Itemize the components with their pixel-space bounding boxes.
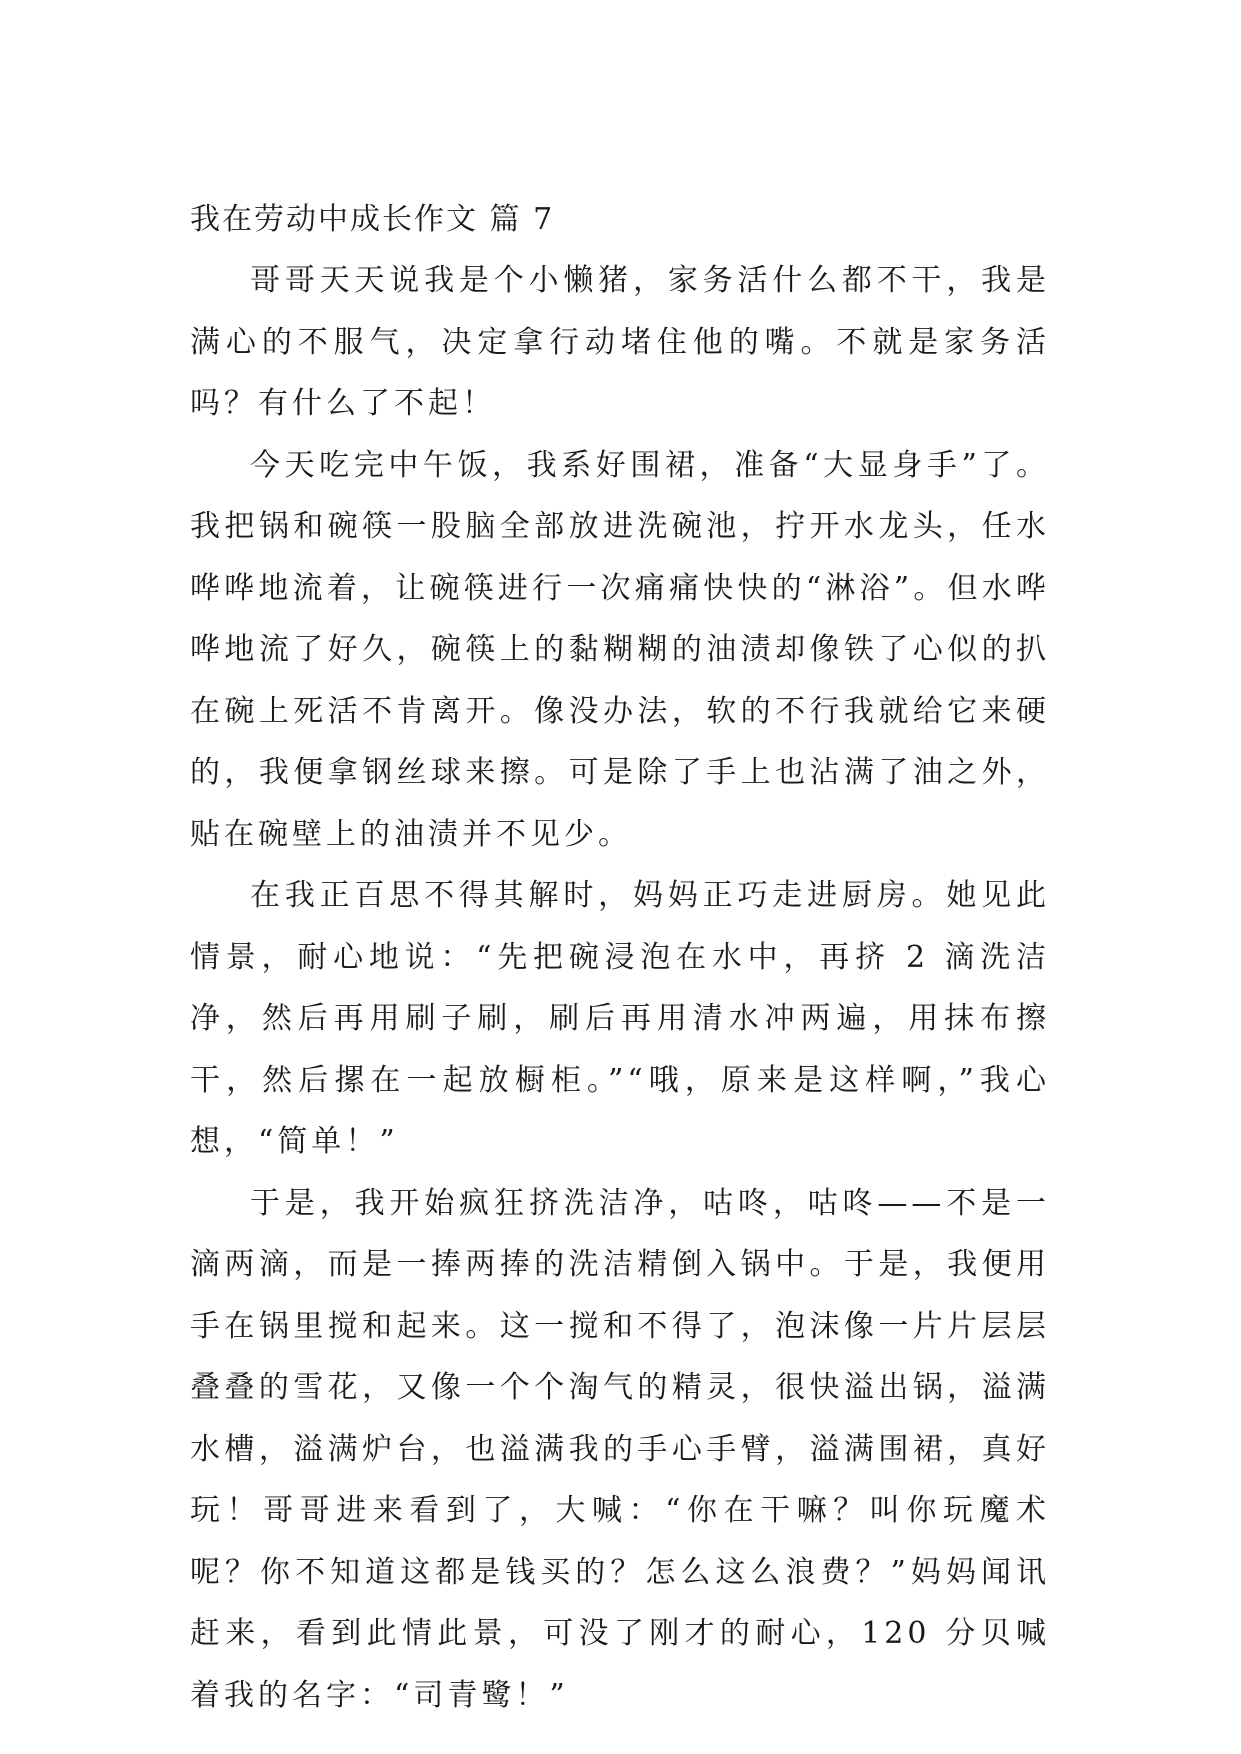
- paragraph: 在我正百思不得其解时，妈妈正巧走进厨房。她见此情景，耐心地说：“先把碗浸泡在水中，再挤 2 滴洗洁净，然后再用刷子刷，刷后再用清水冲两遍，用抹布擦干，然后摞在一起放橱柜。”“哦，原来是这样啊，”我心想，“简单！”: [190, 878, 1050, 1159]
- paragraph: 今天吃完中午饭，我系好围裙，准备“大显身手”了。我把锅和碗筷一股脑全部放进洗碗池，拧开水龙头，任水哗哗地流着，让碗筷进行一次痛痛快快的“淋浴”。但水哗哗地流了好久，碗筷上的黏糊糊的油渍却像铁了心似的扒在碗上死活不肯离开。像没办法，软的不行我就给它来硬的，我便拿钢丝球来擦。可是除了手上也沾满了油之外，贴在碗壁上的油渍并不见少。: [190, 447, 1050, 852]
- document-body: [190, 190, 1050, 1726]
- essay-title: 我在劳动中成长作文 篇 7: [190, 202, 555, 237]
- paragraph: 于是，我开始疯狂挤洗洁净，咕咚，咕咚——不是一滴两滴，而是一捧两捧的洗洁精倒入锅中。于是，我便用手在锅里搅和起来。这一搅和不得了，泡沫像一片片层层叠叠的雪花，又像一个个淘气的精灵，很快溢出锅，溢满水槽，溢满炉台，也溢满我的手心手臂，溢满围裙，真好玩！哥哥进来看到了，大喊：“你在干嘛？叫你玩魔术呢？你不知道这都是钱买的？怎么这么浪费？”妈妈闻讯赶来，看到此情此景，可没了刚才的耐心，120 分贝喊着我的名字：“司青鹭！”: [190, 1185, 1050, 1713]
- paragraph: 哥哥天天说我是个小懒猪，家务活什么都不干，我是满心的不服气，决定拿行动堵住他的嘴。不就是家务活吗？有什么了不起！: [190, 263, 1050, 421]
